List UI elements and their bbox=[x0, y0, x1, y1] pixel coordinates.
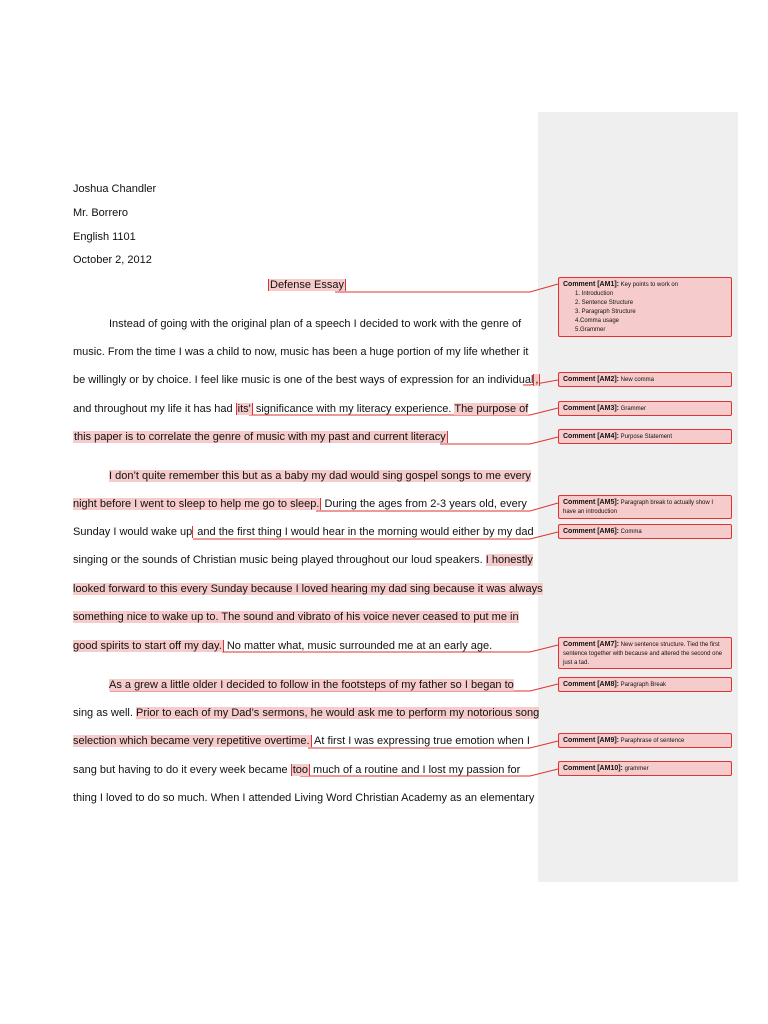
comment-am2[interactable] bbox=[558, 372, 732, 387]
p2-line-6-highlight: something nice to wake up to. The sound and vibrato of his voice never ceased to put me in bbox=[73, 611, 519, 623]
essay-date: October 2, 2012 bbox=[73, 254, 152, 266]
paragraph-2-line-6 bbox=[73, 610, 519, 624]
paragraph-2-line-4 bbox=[73, 553, 533, 567]
its-correction: its' bbox=[237, 403, 251, 415]
leader-am1 bbox=[335, 284, 558, 292]
paragraph-1-line-4 bbox=[73, 402, 528, 416]
comment-am3-text: Grammer bbox=[620, 406, 647, 412]
p2-line-4-text: singing or the sounds of Christian music being played throughout our loud speakers. bbox=[73, 554, 483, 566]
paragraph-1-line-3 bbox=[73, 373, 540, 387]
line-4-text-c: significance with my literacy experience. bbox=[252, 403, 452, 415]
comment-am6-label: Comment [AM6]: bbox=[563, 528, 619, 535]
comment-am1-item-1: 1. Introduction bbox=[575, 291, 614, 297]
paragraph-3-line-1 bbox=[73, 678, 514, 692]
comment-am9-label: Comment [AM9]: bbox=[563, 737, 619, 744]
comment-am10[interactable] bbox=[558, 761, 732, 776]
comment-am7-label: Comment [AM7]: bbox=[563, 641, 619, 648]
comment-am5-label: Comment [AM5]: bbox=[563, 499, 619, 506]
p2-line-7-highlight: good spirits to start off my day. bbox=[73, 640, 222, 652]
paragraph-1-line-1: Instead of going with the original plan of a speech I decided to work with the genre of bbox=[109, 318, 522, 330]
line-3-text: be willingly or by choice. I feel like music is one of the best ways of expression for an individual bbox=[73, 374, 534, 386]
paragraph-3-line-2 bbox=[73, 706, 539, 720]
comment-am1-text: Key points to work on bbox=[620, 282, 679, 288]
p3-line-1-highlight: As a grew a little older I decided to follow in the footsteps of my father so I began to bbox=[109, 679, 514, 691]
paragraph-1-line-2: music. From the time I was a child to now, music has been a huge portion of my life whether it bbox=[73, 346, 529, 358]
comment-am2-text: New comma bbox=[620, 377, 655, 383]
comment-am5-text: Paragraph break to actually show I have an introduction bbox=[563, 500, 714, 515]
comment-am1-label: Comment [AM1]: bbox=[563, 281, 619, 288]
comment-am10-text: grammer bbox=[624, 766, 649, 772]
comment-am1-item-2: 2. Sentence Structure bbox=[575, 300, 634, 306]
paragraph-2-line-3 bbox=[73, 525, 535, 539]
paragraph-2-line-5 bbox=[73, 582, 543, 596]
comment-am1-item-5: 5.Grammer bbox=[575, 327, 606, 333]
paragraph-3-line-4 bbox=[73, 763, 520, 777]
p2-line-3-text-b: and the first thing I would hear in the morning would either by my dad bbox=[194, 526, 534, 538]
comment-am8-text: Paragraph Break bbox=[620, 682, 667, 688]
comment-am4-text: Purpose Statement bbox=[620, 434, 673, 440]
too-correction: too bbox=[292, 764, 308, 776]
p2-line-4-highlight: I honestly bbox=[485, 554, 533, 566]
p3-line-4-text-c: much of a routine and I lost my passion for bbox=[309, 764, 521, 776]
essay-title bbox=[268, 279, 346, 292]
paragraph-1-line-5 bbox=[73, 430, 448, 444]
p3-line-2-text: sing as well. bbox=[73, 707, 133, 719]
comment-am8-label: Comment [AM8]: bbox=[563, 681, 619, 688]
comment-am9[interactable] bbox=[558, 733, 732, 748]
comment-am5[interactable] bbox=[558, 495, 732, 519]
p2-line-5-highlight: looked forward to this every Sunday because I loved hearing my dad sing because it was always bbox=[73, 583, 543, 595]
leader-am4 bbox=[440, 437, 558, 444]
comment-am10-label: Comment [AM10]: bbox=[563, 765, 623, 772]
comment-am3[interactable] bbox=[558, 401, 732, 416]
author-name: Joshua Chandler bbox=[73, 183, 157, 195]
teacher-name: Mr. Borrero bbox=[73, 207, 129, 219]
p2-line-1-text: I don’t quite remember this but as a baby my dad would sing gospel songs to me every bbox=[109, 470, 531, 482]
comment-am4-label: Comment [AM4]: bbox=[563, 433, 619, 440]
purpose-statement-end: this paper is to correlate the genre of music with my past and current literacy bbox=[74, 431, 446, 443]
p3-line-3-highlight: selection which became very repetitive overtime. bbox=[73, 735, 310, 747]
p3-line-2-highlight: Prior to each of my Dad’s sermons, he would ask me to perform my notorious song bbox=[135, 707, 540, 719]
inserted-comma: , bbox=[535, 374, 539, 386]
essay-title-text: Defense Essay bbox=[270, 279, 344, 291]
comment-am3-label: Comment [AM3]: bbox=[563, 405, 619, 412]
comment-am4[interactable] bbox=[558, 429, 732, 444]
comment-am7[interactable] bbox=[558, 637, 732, 669]
course-name: English 1101 bbox=[73, 231, 136, 243]
paragraph-3-line-3 bbox=[73, 734, 530, 748]
comment-am1[interactable] bbox=[558, 277, 732, 337]
comment-am2-label: Comment [AM2]: bbox=[563, 376, 619, 383]
paragraph-3-line-5: thing I loved to do so much. When I attended Living Word Christian Academy as an elementary bbox=[73, 792, 535, 804]
p3-line-4-text-a: sang but having to do it every week became bbox=[73, 764, 291, 776]
comment-am1-item-4: 4.Comma usage bbox=[575, 318, 620, 324]
paragraph-2-line-7 bbox=[73, 639, 492, 653]
comment-am6[interactable] bbox=[558, 524, 732, 539]
comment-am9-text: Paraphrase of sentence bbox=[620, 738, 685, 744]
paragraph-2-line-2 bbox=[73, 497, 527, 511]
comment-am1-item-3: 3. Paragraph Structure bbox=[575, 309, 636, 315]
comment-am7-text: New sentence structure. Tied the first sentence together with because and altered the second one just a tad. bbox=[563, 642, 723, 666]
purpose-statement-start: The purpose of bbox=[454, 403, 529, 415]
p2-line-7-text: No matter what, music surrounded me at an early age. bbox=[223, 640, 493, 652]
comment-am6-text: Comma bbox=[620, 529, 642, 535]
paragraph-2-line-1 bbox=[73, 469, 531, 483]
comment-am8[interactable] bbox=[558, 677, 732, 692]
p2-line-2-text: During the ages from 2-3 years old, every bbox=[321, 498, 527, 510]
p2-line-3-text-a: Sunday I would wake up bbox=[73, 526, 193, 538]
p2-line-2-highlight: night before I went to sleep to help me go to sleep. bbox=[73, 498, 320, 510]
line-4-text-a: and throughout my life it has had bbox=[73, 403, 236, 415]
p3-line-3-text: At first I was expressing true emotion when I bbox=[311, 735, 530, 747]
